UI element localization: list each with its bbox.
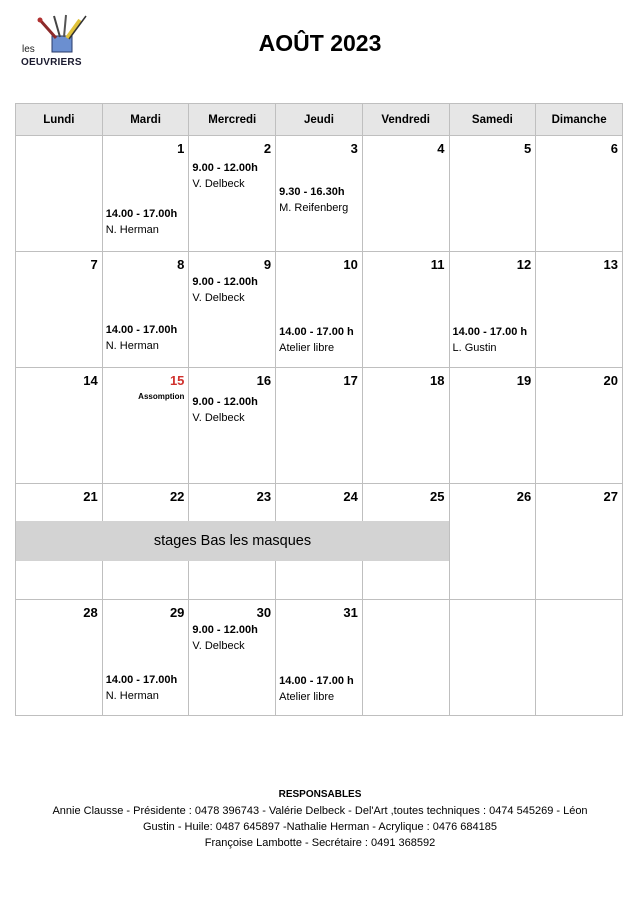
event (279, 324, 354, 356)
day-cell-empty (362, 600, 449, 716)
event-time: 14.00 - 17.00 h (452, 326, 528, 338)
day-cell (189, 252, 276, 368)
event (106, 322, 178, 354)
week-row (16, 600, 623, 716)
day-number: 30 (256, 605, 272, 620)
day-cell (449, 484, 536, 600)
day-number: 9 (263, 257, 272, 272)
day-cell (276, 252, 363, 368)
weekday-header: Samedi (449, 104, 536, 136)
day-number: 2 (263, 141, 272, 156)
event-time: 9.00 - 12.00h (192, 276, 258, 288)
weekday-header: Lundi (16, 104, 103, 136)
day-number: 11 (430, 257, 445, 272)
event-host: Atelier libre (279, 342, 335, 354)
footer-line: Françoise Lambotte - Secrétaire : 0491 368592 (204, 837, 436, 849)
day-cell (102, 600, 189, 716)
day-number: 27 (603, 489, 618, 504)
day-cell (189, 136, 276, 252)
event-host: L. Gustin (452, 342, 497, 354)
weekday-header: Dimanche (536, 104, 623, 136)
day-number: 17 (343, 373, 358, 388)
event-time: 14.00 - 17.00 h (279, 326, 354, 338)
event (279, 673, 354, 705)
day-cell (102, 136, 189, 252)
event-host: N. Herman (105, 690, 159, 702)
day-cell (536, 368, 623, 484)
event (192, 394, 257, 426)
holiday-label: Assomption (138, 392, 185, 401)
day-cell-holiday (102, 368, 189, 484)
event (192, 274, 257, 306)
day-number: 24 (343, 489, 358, 504)
day-cell (449, 136, 536, 252)
event-time: 9.00 - 12.00h (192, 162, 258, 174)
day-cell-empty (16, 136, 103, 252)
day-cell (449, 368, 536, 484)
event (453, 324, 528, 356)
week-row (16, 252, 623, 368)
event-time: 14.00 - 17.00h (105, 208, 178, 220)
event-time: 9.30 - 16.30h (279, 186, 345, 198)
day-cell (449, 252, 536, 368)
day-number: 4 (437, 141, 445, 156)
day-cell (536, 136, 623, 252)
weekday-header: Mercredi (189, 104, 276, 136)
day-cell (536, 252, 623, 368)
day-cell (16, 600, 103, 716)
day-number: 21 (83, 489, 98, 504)
day-cell (536, 484, 623, 600)
day-number: 1 (177, 141, 185, 156)
day-number: 16 (256, 373, 272, 388)
weekday-header: Mardi (102, 104, 189, 136)
day-number: 8 (177, 257, 185, 272)
day-cell (276, 136, 363, 252)
event-host: M. Reifenberg (279, 202, 349, 214)
day-cell (16, 368, 103, 484)
event-time: 14.00 - 17.00h (105, 324, 178, 336)
day-number: 5 (523, 141, 532, 156)
day-number: 18 (430, 373, 445, 388)
weekday-header: Vendredi (362, 104, 449, 136)
week-row (16, 136, 623, 252)
weekday-header-row (16, 104, 623, 136)
day-number: 7 (90, 257, 98, 272)
day-number: 20 (603, 373, 618, 388)
day-number: 28 (83, 605, 98, 620)
day-cell (362, 368, 449, 484)
logo-text-les: les (22, 44, 35, 55)
event-time: 9.00 - 12.00h (192, 624, 258, 636)
stage-banner: stages Bas les masques (16, 521, 449, 561)
day-number: 19 (516, 373, 532, 388)
event-host: V. Delbeck (192, 412, 245, 424)
day-number: 10 (343, 257, 358, 272)
day-number: 23 (256, 489, 272, 504)
day-number: 31 (343, 605, 358, 620)
day-cell (189, 368, 276, 484)
footer-line: Gustin - Huile: 0487 645897 -Nathalie Herman - Acrylique : 0476 684185 (142, 821, 498, 833)
event-time: 14.00 - 17.00 h (279, 675, 354, 687)
footer-heading: RESPONSABLES (278, 789, 362, 800)
day-cell (276, 600, 363, 716)
day-number: 13 (603, 257, 618, 272)
logo-text-oeuvriers: OEUVRIERS (21, 57, 82, 68)
day-cell (16, 252, 103, 368)
day-number-holiday: 15 (169, 373, 185, 388)
event (192, 622, 257, 654)
day-number: 3 (350, 141, 358, 156)
day-cell (276, 368, 363, 484)
event (106, 672, 178, 704)
event (279, 184, 348, 216)
event-host: V. Delbeck (192, 178, 245, 190)
event (106, 206, 178, 238)
day-cell (362, 252, 449, 368)
day-number: 29 (169, 605, 185, 620)
page-title: AOÛT 2023 (258, 30, 382, 56)
day-cell-empty (536, 600, 623, 716)
day-cell (102, 252, 189, 368)
day-cell-empty (449, 600, 536, 716)
day-number: 25 (430, 489, 445, 504)
day-number: 14 (83, 373, 98, 388)
event (192, 160, 257, 192)
day-number: 12 (516, 257, 532, 272)
event-time: 9.00 - 12.00h (192, 396, 258, 408)
event-host: N. Herman (105, 224, 159, 236)
footer-contacts (0, 787, 640, 851)
day-number: 26 (516, 489, 532, 504)
event-host: Atelier libre (279, 691, 335, 703)
weekday-header: Jeudi (276, 104, 363, 136)
day-number: 6 (610, 141, 618, 156)
day-number: 22 (169, 489, 185, 504)
week-row (16, 368, 623, 484)
event-time: 14.00 - 17.00h (105, 674, 178, 686)
event-host: N. Herman (105, 340, 159, 352)
calendar-grid (15, 103, 623, 716)
footer-line: Annie Clausse - Présidente : 0478 396743 - Valérie Delbeck - Del'Art ,toutes techniques : 0474 545269 - Léon (52, 805, 588, 817)
event-host: V. Delbeck (192, 640, 245, 652)
event-host: V. Delbeck (192, 292, 245, 304)
day-cell (362, 136, 449, 252)
day-cell (189, 600, 276, 716)
